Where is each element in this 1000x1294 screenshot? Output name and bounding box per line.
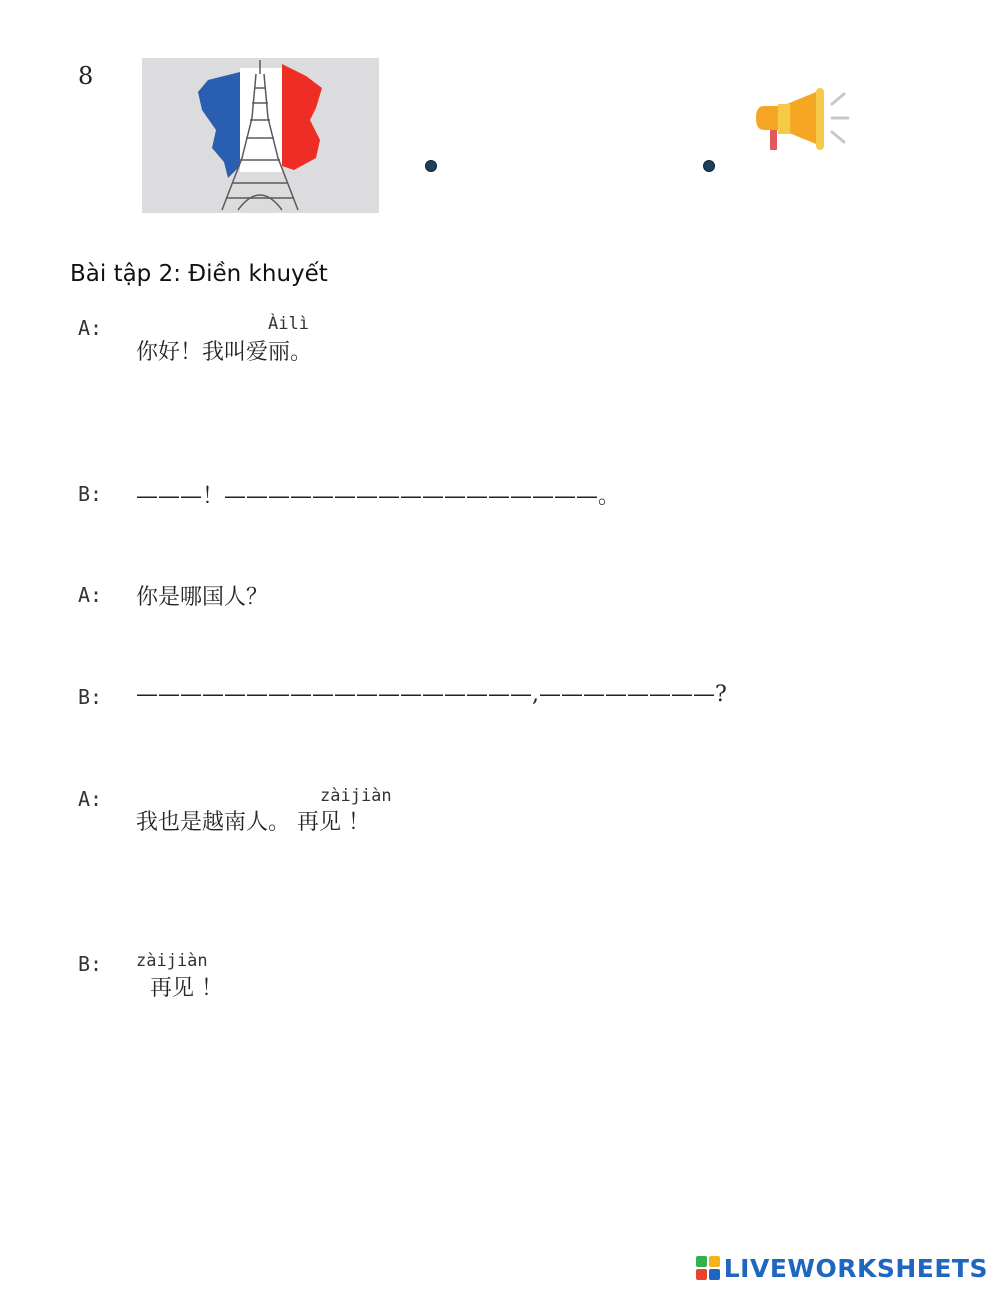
pinyin-annotation: Àilì — [268, 314, 309, 334]
speaker-label: B: — [78, 482, 103, 506]
dialogue-line: 你好！我叫爱丽。 — [136, 340, 313, 365]
liveworksheets-mark-icon — [696, 1256, 720, 1280]
pinyin-annotation: zàijiàn — [320, 786, 392, 806]
match-dot-right[interactable] — [703, 160, 715, 172]
liveworksheets-logo — [696, 1252, 988, 1284]
match-dot-left[interactable] — [425, 160, 437, 172]
megaphone-icon — [752, 86, 852, 152]
fill-in-line[interactable]: ——————————————————,————————? — [136, 682, 727, 707]
france-eiffel-image — [142, 58, 379, 213]
exercise-heading: Bài tập 2: Điền khuyết — [70, 261, 328, 287]
dialogue-line: 我也是越南人。 再见 ！ — [136, 810, 370, 835]
brand-name: LIVEWORKSHEETS — [723, 1253, 988, 1283]
speaker-label: A: — [78, 583, 103, 607]
speaker-label: A: — [78, 316, 103, 340]
speaker-label: A: — [78, 787, 103, 811]
france-map-icon — [142, 58, 379, 213]
audio-play-button[interactable] — [752, 86, 852, 152]
dialogue-line: 再见 ！ — [150, 976, 223, 1001]
speaker-label: B: — [78, 685, 103, 709]
dialogue-line: 你是哪国人？ — [136, 585, 269, 610]
item-number: 8 — [78, 62, 94, 90]
pinyin-annotation: zàijiàn — [136, 951, 208, 971]
speaker-label: B: — [78, 952, 103, 976]
fill-in-line[interactable]: ———！—————————————————。 — [136, 484, 621, 509]
